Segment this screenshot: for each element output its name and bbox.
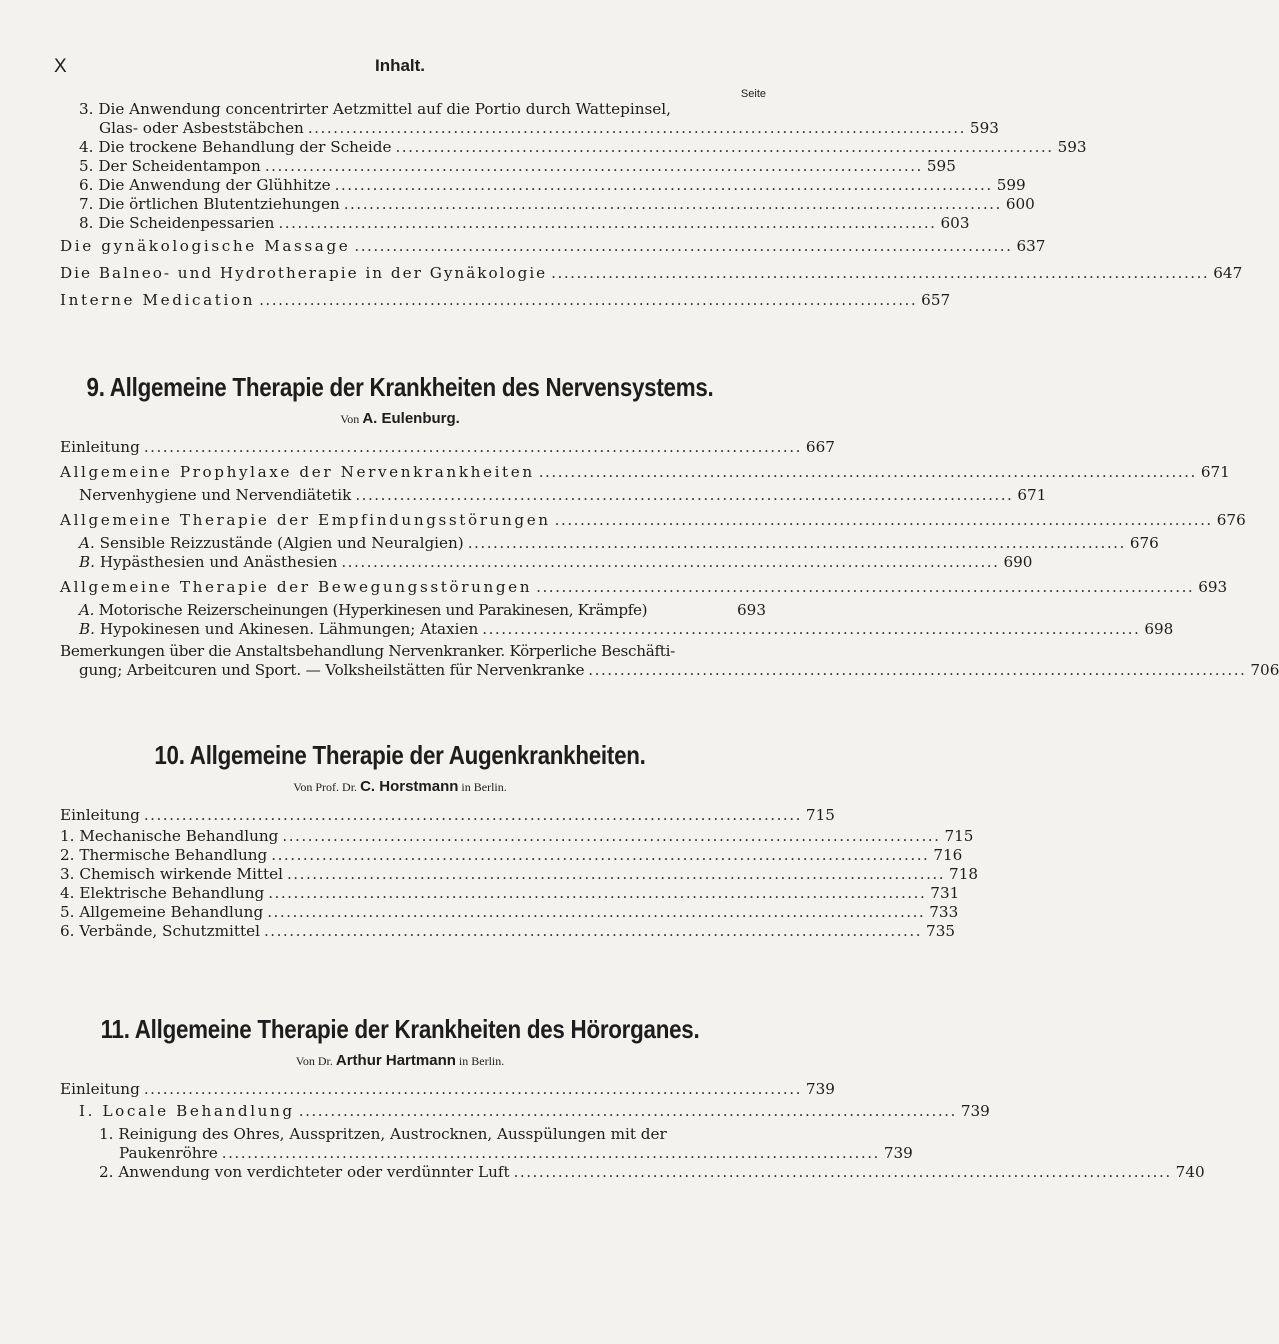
- toc-entry: B. Hypokinesen und Akinesen. Lähmungen; Ataxien ........................................................................................................ 698: [79, 620, 1174, 638]
- toc-entry-label: Einleitung: [60, 1080, 140, 1098]
- toc-entry: Einleitung ........................................................................................................ 715: [60, 806, 835, 824]
- toc-entry-page: 698: [1144, 620, 1174, 638]
- toc-entry-label: gung; Arbeitcuren und Sport. — Volksheilstätten für Nervenkranke: [79, 661, 585, 679]
- toc-entry-label-line1: Bemerkungen über die Anstaltsbehandlung Nervenkranker. Körperliche Beschäfti-: [60, 642, 675, 660]
- toc-entry-label: Nervenhygiene und Nervendiätetik: [79, 486, 352, 504]
- toc-entry-label: 5. Der Scheidentampon: [79, 157, 261, 175]
- toc-entry-page: 593: [1057, 138, 1087, 156]
- toc-entry-label: 1. Mechanische Behandlung: [60, 827, 279, 845]
- toc-entry-page: 690: [1003, 553, 1033, 571]
- toc-entry: B. Hypästhesien und Anästhesien ........................................................................................................ 690: [79, 553, 1033, 571]
- toc-entry-page: 733: [929, 903, 959, 921]
- toc-entry-page: 600: [1005, 195, 1035, 213]
- toc-entry: 1. Mechanische Behandlung ........................................................................................................ 715: [60, 827, 974, 845]
- toc-entry: 7. Die örtlichen Blutentziehungen ........................................................................................................ 600: [79, 195, 1035, 213]
- toc-entry-page: 637: [1016, 237, 1046, 255]
- toc-entry-page: 739: [883, 1144, 913, 1162]
- toc-entry-page: 731: [930, 884, 960, 902]
- toc-entry: Die Balneo- und Hydrotherapie in der Gynäkologie ........................................................................................................ 647: [60, 264, 1243, 282]
- page-title: Inhalt.: [374, 56, 426, 75]
- toc-entry-letter: B.: [79, 620, 95, 638]
- toc-entry: A. Sensible Reizzustände (Algien und Neuralgien) ........................................................................................................ 676: [79, 534, 1159, 552]
- toc-entry-label-line1: 1. Reinigung des Ohres, Ausspritzen, Austrocknen, Ausspülungen mit der: [99, 1125, 667, 1143]
- toc-entry-label: 7. Die örtlichen Blutentziehungen: [79, 195, 340, 213]
- toc-entry: 5. Der Scheidentampon ........................................................................................................ 595: [79, 157, 956, 175]
- toc-entry-label: Hypästhesien und Anästhesien: [99, 553, 338, 571]
- toc-entry: 6. Verbände, Schutzmittel ........................................................................................................ 735: [60, 922, 956, 940]
- toc-entry-page: 676: [1216, 511, 1246, 529]
- toc-entry: Einleitung ........................................................................................................ 739: [60, 1080, 835, 1098]
- toc-entry-label: 6. Verbände, Schutzmittel: [60, 922, 260, 940]
- toc-entry-label: 2. Thermische Behandlung: [60, 846, 268, 864]
- toc-entry: 1. Reinigung des Ohres, Ausspritzen, Austrocknen, Ausspülungen mit der Paukenröhre ........................................................................................................ 739: [60, 1125, 766, 1163]
- toc-entry-label: Die Balneo- und Hydrotherapie in der Gynäkologie: [60, 264, 548, 282]
- toc-entry-letter: A.: [79, 601, 95, 619]
- toc-entry-label: 3. Chemisch wirkende Mittel: [60, 865, 283, 883]
- toc-entry-page: 706: [1250, 661, 1279, 679]
- page-header: [0, 56, 800, 84]
- seite-label: Seite: [740, 88, 766, 100]
- toc-entry-page: 716: [933, 846, 963, 864]
- author-prefix: Von Dr.: [295, 1054, 333, 1068]
- section-11-title: 11. Allgemeine Therapie der Krankheiten des Hörorganes.: [100, 1014, 700, 1044]
- toc-entry-label: Paukenröhre: [119, 1144, 218, 1162]
- toc-entry-page: 718: [949, 865, 979, 883]
- toc-entry-page: 693: [737, 601, 766, 619]
- toc-entry: [60, 601, 766, 620]
- toc-entry-page: 595: [926, 157, 956, 175]
- toc-entry: 8. Die Scheidenpessarien ........................................................................................................ 603: [79, 214, 970, 232]
- toc-entry-page: 647: [1213, 264, 1243, 282]
- toc-entry-page: 593: [969, 119, 999, 137]
- author-name: Arthur Hartmann: [335, 1052, 456, 1069]
- toc-entry: 4. Elektrische Behandlung ........................................................................................................ 731: [60, 884, 960, 902]
- toc-block-section-11: [60, 1080, 1205, 1182]
- toc-entry-letter: B.: [79, 553, 95, 571]
- toc-entry-letter: A.: [79, 534, 95, 552]
- toc-entry-label: Die gynäkologische Massage: [60, 237, 351, 255]
- toc-entry-label: Motorische Reizerscheinungen (Hyperkinesen und Parakinesen, Krämpfe): [98, 601, 648, 619]
- toc-entry-page: 739: [960, 1102, 990, 1120]
- toc-entry-label: Allgemeine Therapie der Bewegungsstörungen: [60, 578, 533, 596]
- author-prefix: Von: [340, 412, 360, 426]
- toc-entry: I. Locale Behandlung ........................................................................................................ 739: [79, 1102, 990, 1120]
- toc-entry: Allgemeine Therapie der Bewegungsstörungen ........................................................................................................ 693: [60, 578, 1228, 596]
- section-10-author: [0, 778, 800, 795]
- toc-entry-page: 599: [996, 176, 1026, 194]
- toc-entry: 4. Die trockene Behandlung der Scheide ........................................................................................................ 593: [79, 138, 1087, 156]
- toc-entry-page: 671: [1200, 463, 1230, 481]
- toc-entry-page: 740: [1175, 1163, 1205, 1181]
- toc-entry-label: Hypokinesen und Akinesen. Lähmungen; Ataxien: [99, 620, 479, 638]
- toc-entry-label: Sensible Reizzustände (Algien und Neuralgien): [99, 534, 464, 552]
- author-suffix: in Berlin.: [458, 1054, 505, 1068]
- toc-entry-label: 2. Anwendung von verdichteter oder verdünnter Luft: [99, 1163, 510, 1181]
- toc-entry-page: 739: [805, 1080, 835, 1098]
- toc-entry-label: 5. Allgemeine Behandlung: [60, 903, 264, 921]
- section-10-title: 10. Allgemeine Therapie der Augenkrankheiten.: [154, 740, 646, 770]
- toc-block-gynecology: [60, 100, 1243, 310]
- toc-entry-label: I. Locale Behandlung: [79, 1102, 295, 1120]
- author-name: C. Horstmann: [360, 778, 459, 795]
- section-11-author: [0, 1052, 800, 1069]
- toc-entry-page: 735: [926, 922, 956, 940]
- toc-entry-label: 6. Die Anwendung der Glühhitze: [79, 176, 331, 194]
- toc-entry-label: Allgemeine Therapie der Empfindungsstörungen: [60, 511, 551, 529]
- toc-entry: 2. Thermische Behandlung ........................................................................................................ 716: [60, 846, 963, 864]
- toc-entry-page: 671: [1017, 486, 1047, 504]
- toc-entry: Interne Medication ........................................................................................................ 657: [60, 291, 951, 309]
- author-prefix: Von Prof. Dr.: [293, 780, 358, 794]
- toc-entry: Allgemeine Prophylaxe der Nervenkrankheiten ........................................................................................................ 671: [60, 463, 1230, 481]
- toc-entry-page: 715: [944, 827, 974, 845]
- toc-entry: Bemerkungen über die Anstaltsbehandlung Nervenkranker. Körperliche Beschäfti- gung; Arbeitcuren und Sport. — Volksheilstätten für Nervenkranke ........................................................................................................ 706: [60, 642, 1279, 679]
- toc-entry-label-line1: 3. Die Anwendung concentrirter Aetzmittel auf die Portio durch Wattepinsel,: [79, 100, 671, 118]
- toc-entry-label: 4. Elektrische Behandlung: [60, 884, 265, 902]
- author-name: A. Eulenburg.: [362, 410, 460, 427]
- toc-entry-page: 676: [1129, 534, 1159, 552]
- toc-entry: 3. Die Anwendung concentrirter Aetzmittel auf die Portio durch Wattepinsel, Glas- oder Asbeststäbchen ........................................................................................................ 593: [60, 100, 766, 138]
- toc-entry-label: Allgemeine Prophylaxe der Nervenkrankheiten: [60, 463, 535, 481]
- page-number: X: [54, 56, 67, 77]
- toc-entry: Die gynäkologische Massage ........................................................................................................ 637: [60, 237, 1046, 255]
- toc-entry-label: Einleitung: [60, 806, 140, 824]
- toc-block-section-9: [60, 438, 1279, 680]
- toc-entry-label: Interne Medication: [60, 291, 256, 309]
- toc-entry: Nervenhygiene und Nervendiätetik ........................................................................................................ 671: [79, 486, 1047, 504]
- toc-entry-page: 657: [921, 291, 951, 309]
- toc-entry-page: 693: [1198, 578, 1228, 596]
- toc-entry: 6. Die Anwendung der Glühhitze ........................................................................................................ 599: [79, 176, 1026, 194]
- toc-entry: 2. Anwendung von verdichteter oder verdünnter Luft ........................................................................................................ 740: [99, 1163, 1205, 1181]
- toc-block-section-10: [60, 806, 979, 941]
- toc-entry-page: 715: [805, 806, 835, 824]
- section-9-title: 9. Allgemeine Therapie der Krankheiten des Nervensystems.: [86, 372, 714, 402]
- section-9-author: [0, 410, 800, 427]
- toc-entry-label: Glas- oder Asbeststäbchen: [99, 119, 304, 137]
- toc-entry-label: 8. Die Scheidenpessarien: [79, 214, 275, 232]
- author-suffix: in Berlin.: [461, 780, 507, 794]
- toc-entry-label: 4. Die trockene Behandlung der Scheide: [79, 138, 392, 156]
- toc-entry: 5. Allgemeine Behandlung ........................................................................................................ 733: [60, 903, 959, 921]
- toc-entry-page: 667: [805, 438, 835, 456]
- toc-entry: Einleitung ........................................................................................................ 667: [60, 438, 835, 456]
- toc-entry: 3. Chemisch wirkende Mittel ........................................................................................................ 718: [60, 865, 979, 883]
- toc-entry: Allgemeine Therapie der Empfindungsstörungen ........................................................................................................ 676: [60, 511, 1246, 529]
- toc-entry-label: Einleitung: [60, 438, 140, 456]
- toc-entry-page: 603: [940, 214, 970, 232]
